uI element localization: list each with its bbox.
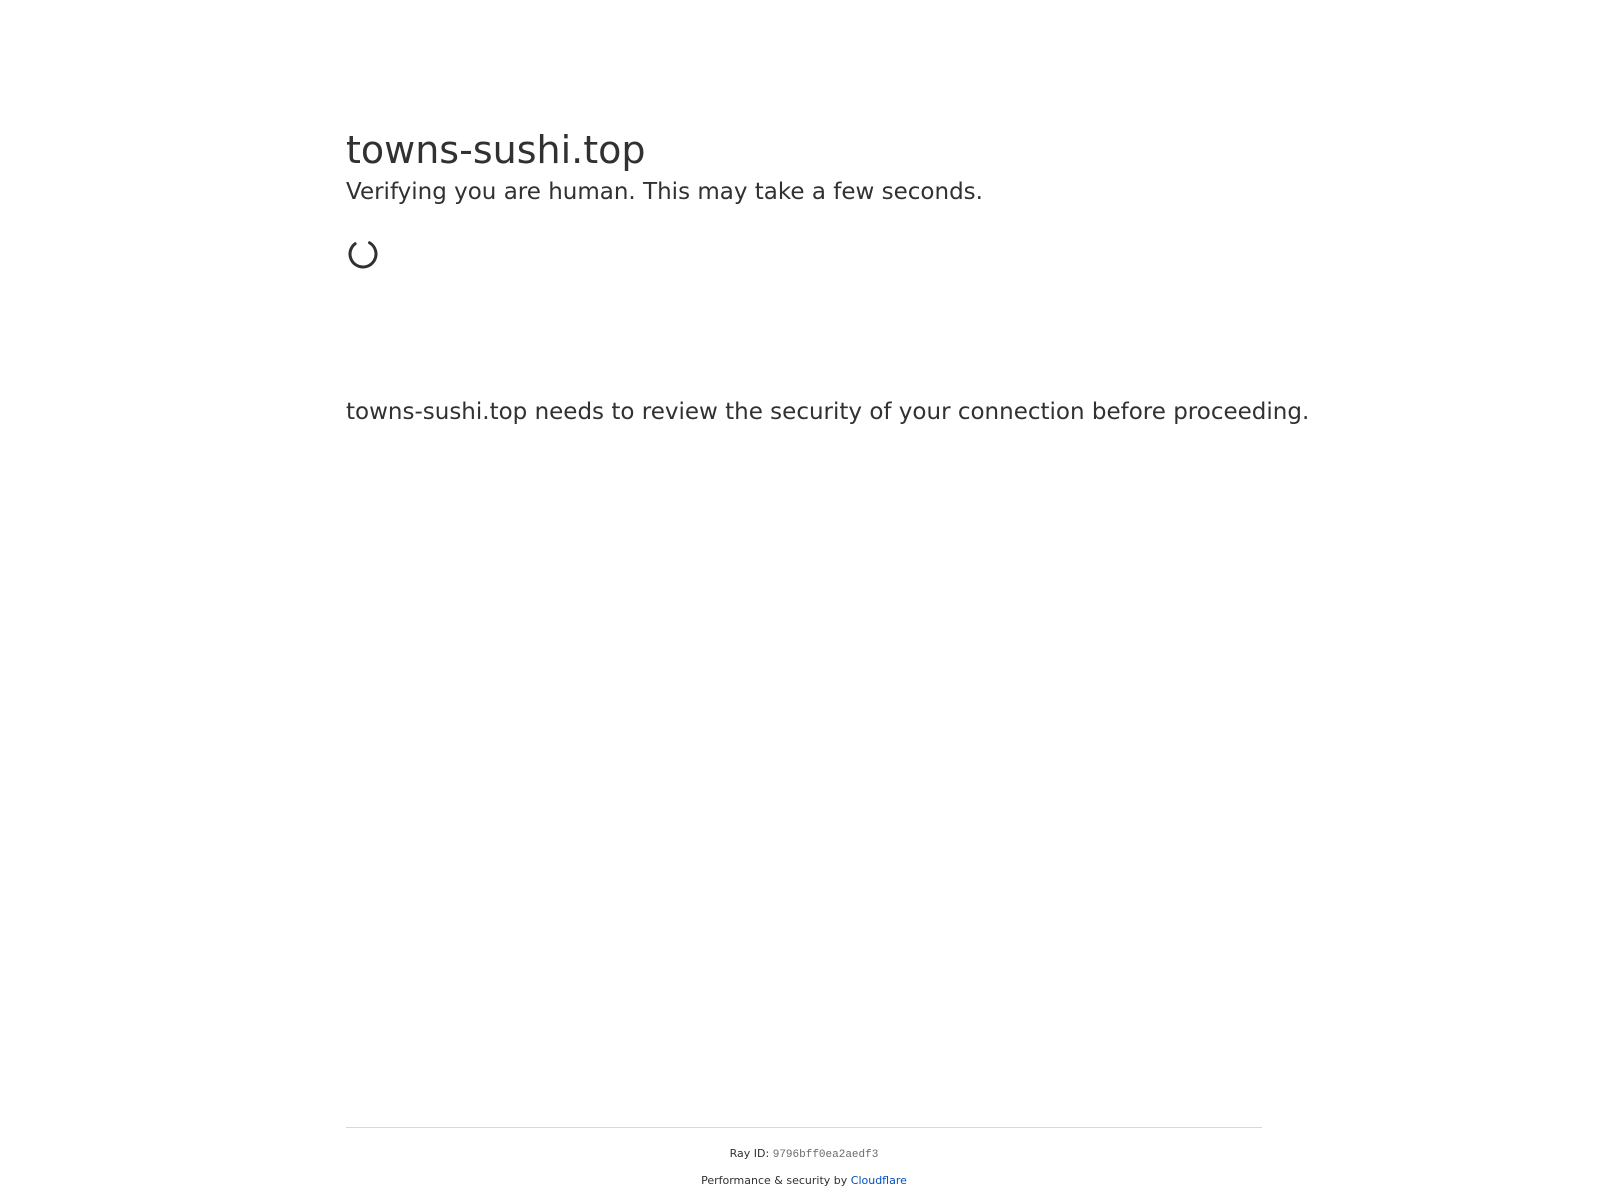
verification-message: Verifying you are human. This may take a few seconds.	[346, 178, 983, 205]
performance-line	[346, 1173, 1262, 1189]
main-content	[346, 128, 1266, 271]
ray-id-value: 9796bff0ea2aedf3	[772, 1149, 879, 1161]
ray-id-line	[346, 1146, 1262, 1163]
performance-label: Performance & security by	[701, 1174, 851, 1187]
page-title: towns-sushi.top	[346, 128, 646, 172]
footer	[346, 1127, 1262, 1189]
cloudflare-link[interactable]: Cloudflare	[850, 1174, 907, 1187]
loading-spinner-icon	[346, 237, 380, 271]
security-review-message: towns-sushi.top needs to review the security of your connection before proceeding.	[346, 399, 1310, 425]
ray-id-label: Ray ID:	[729, 1147, 773, 1160]
